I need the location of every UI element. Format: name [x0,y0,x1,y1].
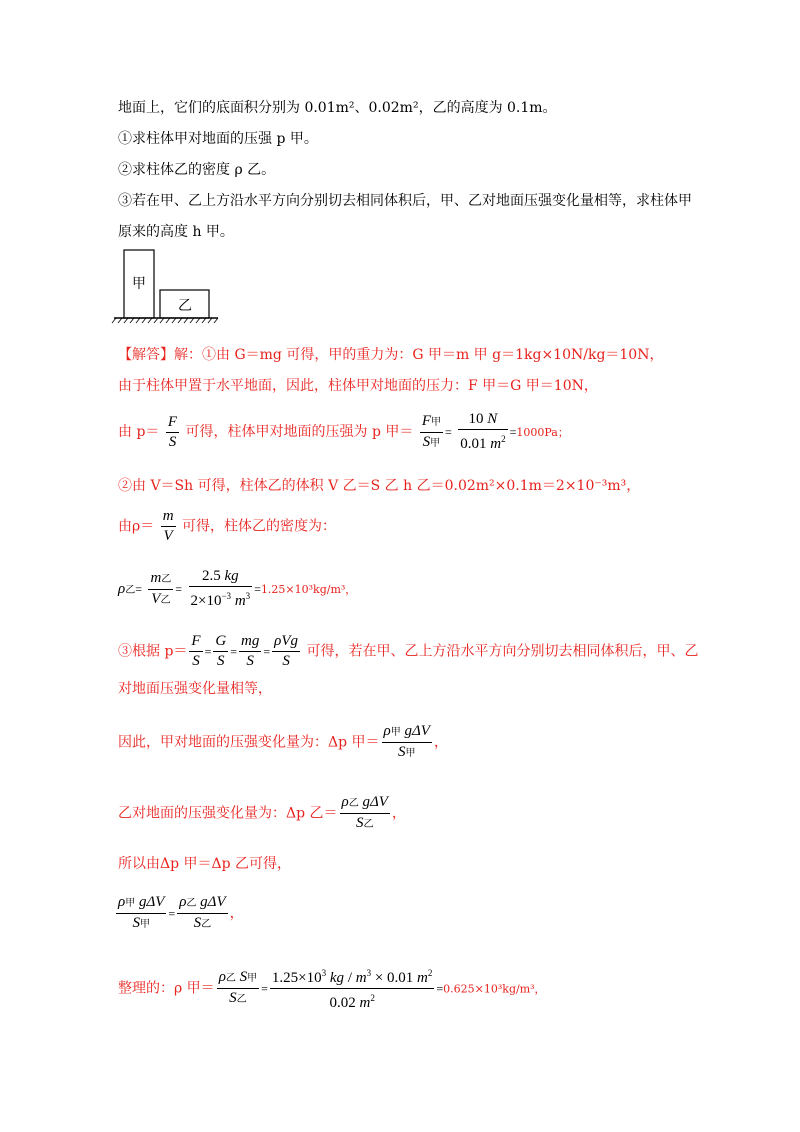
s1c-pre: 由 p＝ [118,424,160,440]
answer-step1-line1 [118,346,663,364]
s3g-pre: 整理的：ρ 甲＝ [118,980,215,997]
answer-step3-line3: 因此，甲对地面的压强变化量为：Δp 甲＝ $\frac{\text{ρ甲 gΔV}}{\text{S甲}}$ ， [118,723,448,760]
answer-step3-line7: 整理的：ρ 甲＝ $\frac{\text{ρ乙 S甲}}{\text{S乙}}$ = $\frac{1.25\times 10^3 kg / m^3 \times 0.01 m^2}{0.02 m^2}$ =0.625×10³kg/m³， [118,964,546,1013]
s1c-mid: 可得，柱体甲对地面的压强为 p 甲＝ [185,424,414,440]
s3g-val: 0.625×10³kg/m³， [443,982,546,996]
s2c-val: 1.25×10³kg/m³， [260,583,357,596]
answer-step2-line3: ρ乙= $\frac{\text{m乙}}{\text{V乙}}$ = $\frac{2.5 kg}{2\times 10^{-3} m^3}$ =1.25×10³kg/m³， [118,568,357,609]
s3c: 因此，甲对地面的压强变化量为：Δp 甲＝ [118,734,380,751]
problem-q3-line2: 原来的高度 h 甲。 [118,224,234,240]
label-jia: 甲 [132,276,146,292]
answer-step3-line2: 对地面压强变化量相等， [118,681,272,697]
label-yi: 乙 [178,298,192,314]
answer-step1-line3: 由 p＝ $\frac{F}{S}$ 可得，柱体甲对地面的压强为 p 甲＝ $\frac{\text{F甲}}{\text{S甲}}$ = $\frac{10 N}{0.01 m^2}$ =1000Pa； [118,411,569,452]
answer-step3-line4: 乙对地面的压强变化量为：Δp 乙＝ $\frac{\text{ρ乙 gΔV}}{\text{S乙}}$ ， [118,794,406,831]
s2b-post: 可得，柱体乙的密度为： [181,518,336,535]
s2b-pre: 由ρ＝ [118,518,155,535]
s3d: 乙对地面的压强变化量为：Δp 乙＝ [118,805,338,822]
problem-q1: ①求柱体甲对地面的压强 p 甲。 [118,131,318,147]
answer-step1-line2: 由于柱体甲置于水平地面，因此，柱体甲对地面的压力：F 甲＝G 甲＝10N， [118,378,598,394]
answer-step3-line1: ③根据 p＝ $\frac{F}{S}$ = $\frac{G}{S}$ = $\frac{mg}{S}$ = $\frac{\text{ρVg}}{S}$ 可得，若在甲、乙上方沿水平方向分别切去相同体积后，甲、乙 [118,633,699,669]
answer-step3-line6: $\frac{\text{ρ甲 gΔV}}{\text{S甲}}$ = $\frac{\text{ρ乙 gΔV}}{\text{S乙}}$ ， [118,894,244,931]
s3a-pre: ③根据 p＝ [118,643,188,660]
answer-tag: 【解答】 [118,347,174,363]
pillars-figure [110,248,220,326]
answer-s1a: 解：①由 G＝mg 可得，甲的重力为：G 甲＝m 甲 g＝1kg×10N/kg＝10N， [174,347,664,363]
s1c-val: 1000Pa； [516,426,569,439]
s3a-post: 可得，若在甲、乙上方沿水平方向分别切去相同体积后，甲、乙 [306,643,699,660]
answer-step2-line2: 由ρ＝ $\frac{m}{V}$ 可得，柱体乙的密度为： [118,508,336,544]
answer-step3-line5: 所以由Δp 甲＝Δp 乙可得， [118,856,292,872]
problem-q3-line1: ③若在甲、乙上方沿水平方向分别切去相同体积后，甲、乙对地面压强变化量相等，求柱体甲 [118,193,692,209]
answer-step2-line1: ②由 V＝Sh 可得，柱体乙的体积 V 乙＝S 乙 h 乙＝0.02m²×0.1m＝2×10⁻³m³， [118,478,641,494]
problem-q2: ②求柱体乙的密度 ρ 乙。 [118,162,276,178]
problem-line1: 地面上，它们的底面积分别为 0.01m²、0.02m²，乙的高度为 0.1m。 [118,100,557,116]
